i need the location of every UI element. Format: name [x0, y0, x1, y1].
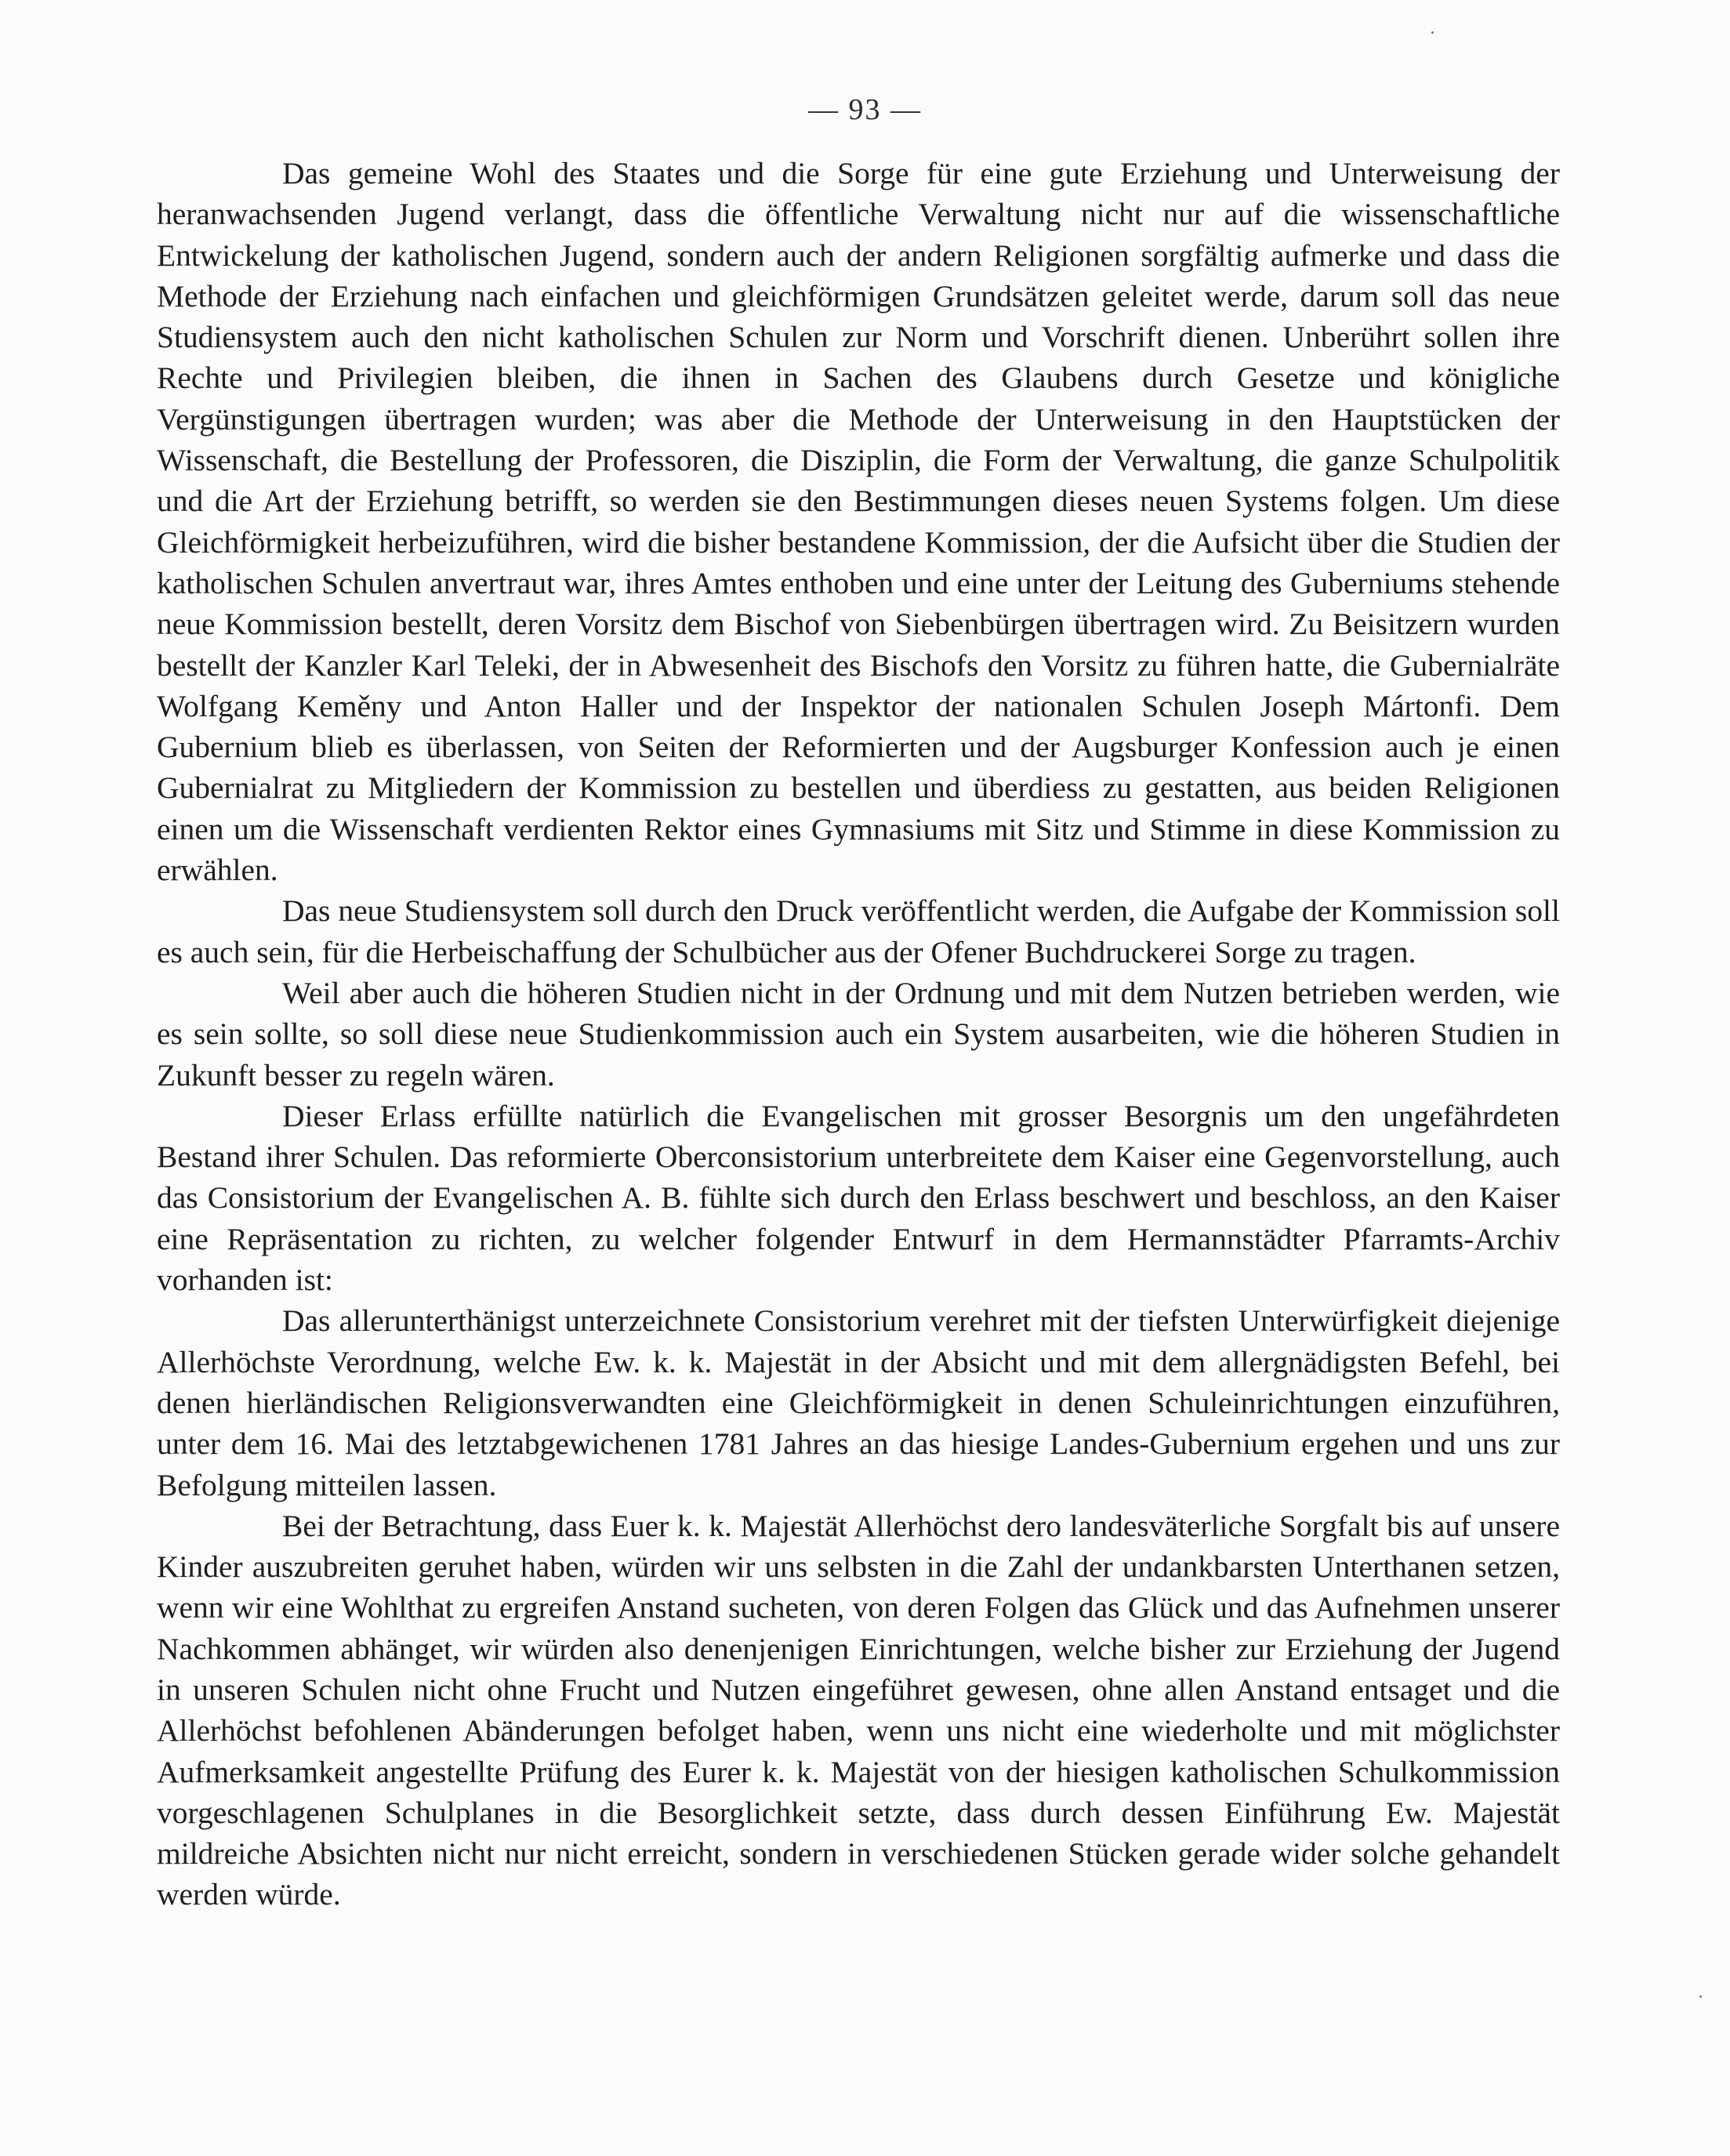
page-number: — 93 —: [808, 93, 922, 126]
paragraph-2: Das neue Studiensystem soll durch den Druck veröffentlicht werden, die Aufgabe der Kommission soll es auch sein, für die Herbeischaffung der Schulbücher aus der Ofener Buchdruckerei Sorge zu tragen.: [157, 893, 1560, 969]
scan-speck: [1431, 31, 1434, 34]
paragraph-5: Das allerunterthänigst unterzeichnete Consistorium verehret mit der tiefsten Unterwürfigkeit diejenige Allerhöchste Verordnung, welche Ew. k. k. Majestät in der Absicht und mit dem allergnädigsten Befehl, bei denen hierländischen Religionsverwandten eine Gleichförmigkeit in denen Schuleinrichtungen einzuführen, unter dem 16. Mai des letztabgewichenen 1781 Jahres an das hiesige Landes-Gubernium ergehen und uns zur Befolgung mitteilen lassen.: [157, 1303, 1560, 1502]
paragraph-6: Bei der Betrachtung, dass Euer k. k. Majestät Allerhöchst dero landesväterliche Sorgfalt bis auf unsere Kinder auszubreiten geruhet haben, würden wir uns selbsten in die Zahl der undankbarsten Unterthanen setzen, wenn wir eine Wohlthat zu ergreifen Anstand sucheten, von deren Folgen das Glück und das Aufnehmen unserer Nachkommen abhänget, wir würden also denenjenigen Einrichtungen, welche bisher zur Erziehung der Jugend in unseren Schulen nicht ohne Frucht und Nutzen eingeführet gewesen, ohne allen Anstand entsaget und die Allerhöchst befohlenen Abänderungen befolget haben, wenn uns nicht eine wiederholte und mit möglichster Aufmerksamkeit angestellte Prüfung des Eurer k. k. Majestät von der hiesigen katholischen Schulkommission vorgeschlagenen Schulplanes in die Besorglichkeit setzte, dass durch dessen Einführung Ew. Majestät mildreiche Absichten nicht nur nicht erreicht, sondern in verschiedenen Stücken gerade wider solche gehandelt werden würde.: [157, 1508, 1560, 1912]
paragraph-3: Weil aber auch die höheren Studien nicht in der Ordnung und mit dem Nutzen betrieben werden, wie es sein sollte, so soll diese neue Studienkommission auch ein System ausarbeiten, wie die höheren Studien in Zukunft besser zu regeln wären.: [157, 975, 1560, 1092]
paragraph-4: Dieser Erlass erfüllte natürlich die Evangelischen mit grosser Besorgnis um den ungefährdeten Bestand ihrer Schulen. Das reformierte Oberconsistorium unterbreitete dem Kaiser eine Gegenvorstellung, auch das Consistorium der Evangelischen A. B. fühlte sich durch den Erlass beschwert und beschloss, an den Kaiser eine Repräsentation zu richten, zu welcher folgender Entwurf in dem Hermannstädter Pfarramts-Archiv vorhanden ist:: [157, 1098, 1560, 1298]
paragraph-1: Das gemeine Wohl des Staates und die Sorge für eine gute Erziehung und Unterweisung der heranwachsenden Jugend verlangt, dass die öffentliche Verwaltung nicht nur auf die wissenschaftliche Entwickelung der katholischen Jugend, sondern auch der andern Religionen sorgfältig aufmerke und dass die Methode der Erziehung nach einfachen und gleichförmigen Grundsätzen geleitet werde, darum soll das neue Studiensystem auch den nicht katholischen Schulen zur Norm und Vorschrift dienen. Unberührt sollen ihre Rechte und Privilegien bleiben, die ihnen in Sachen des Glaubens durch Gesetze und königliche Vergünstigungen übertragen wurden; was aber die Methode der Unterweisung in den Hauptstücken der Wissenschaft, die Bestellung der Professoren, die Disziplin, die Form der Verwaltung, die ganze Schulpolitik und die Art der Erziehung betrifft, so werden sie den Bestimmungen dieses neuen Systems folgen. Um diese Gleichförmigkeit herbeizuführen, wird die bisher bestandene Kommission, der die Aufsicht über die Studien der katholischen Schulen anvertraut war, ihres Amtes enthoben und eine unter der Leitung des Guberniums stehende neue Kommission bestellt, deren Vorsitz dem Bischof von Siebenbürgen übertragen wird. Zu Beisitzern wurden bestellt der Kanzler Karl Teleki, der in Abwesenheit des Bischofs den Vorsitz zu führen hatte, die Gubernialräte Wolfgang Keměny und Anton Haller und der Inspektor der nationalen Schulen Joseph Mártonfi. Dem Gubernium blieb es überlassen, von Seiten der Reformierten und der Augsburger Konfession auch je einen Gubernialrat zu Mitgliedern der Kommission zu bestellen und überdiess zu gestatten, aus beiden Religionen einen um die Wissenschaft verdienten Rektor eines Gymnasiums mit Sitz und Stimme in diese Kommission zu erwählen.: [157, 156, 1560, 888]
body-text: [157, 153, 1560, 1915]
scan-speck: [1699, 1995, 1702, 1998]
